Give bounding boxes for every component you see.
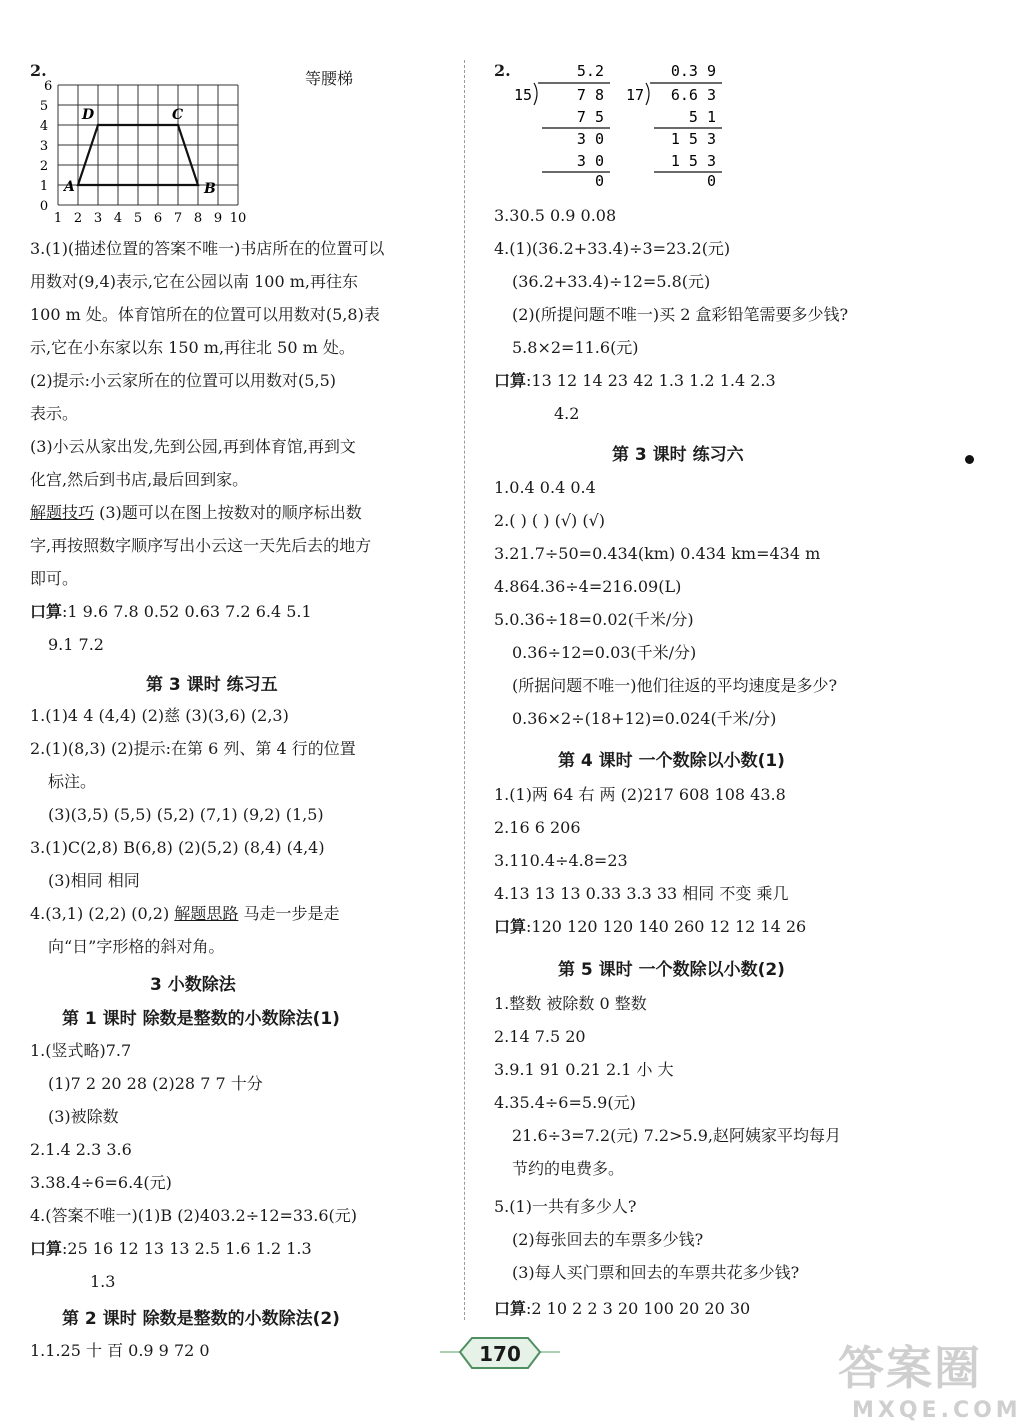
- lesson-5-heading: 第 5 课时 一个数除以小数(2): [558, 960, 785, 980]
- point-label: D: [82, 107, 95, 123]
- division-1-bracket: [534, 83, 537, 105]
- ex6-line-7: (所据问题不唯一)他们往返的平均速度是多少?: [512, 676, 838, 695]
- lesson5-line-7: [30, 903, 339, 925]
- lesson2-line-1: 1.1.25 十 百 0.9 9 72 0: [30, 1341, 210, 1360]
- lesson5-line-6: (3)相同 相同: [48, 871, 140, 890]
- division-1-row: 3 0: [576, 130, 604, 148]
- q3-line-8: 化宫,然后到书店,最后回到家。: [30, 470, 249, 489]
- tip-text-1: (3)题可以在图上按数对的顺序标出数: [99, 503, 362, 522]
- point-label: B: [204, 181, 216, 197]
- oral-values: :2 10 2 2 3 20 100 20 20 30: [526, 1299, 751, 1318]
- l4-line-2: 2.16 6 206: [494, 818, 581, 837]
- l5-line-2: 2.14 7.5 20: [494, 1027, 586, 1046]
- oral-calc-3b: 4.2: [554, 404, 580, 423]
- oral-calc-2b: 1.3: [90, 1272, 116, 1291]
- division-1-quotient: 5.2: [576, 62, 604, 80]
- l5-line-3: 3.9.1 91 0.21 2.1 小 大: [494, 1060, 674, 1079]
- division-1-row: 3 0: [576, 152, 604, 170]
- point-label: A: [64, 179, 75, 195]
- coordinate-grid-svg: [30, 60, 320, 230]
- x-tick-label: 5: [133, 211, 143, 226]
- l5-line-4: 4.35.4÷6=5.9(元): [494, 1093, 636, 1112]
- lesson-1-heading: 第 1 课时 除数是整数的小数除法(1): [62, 1009, 340, 1029]
- l5-line-8: (2)每张回去的车票多少钱?: [512, 1230, 704, 1249]
- y-tick-label: 4: [39, 119, 49, 134]
- page-number-ornament: [440, 1330, 560, 1374]
- ex6-line-2: 2.( ) ( ) (√) (√): [494, 511, 606, 530]
- q3-line-5: (2)提示:小云家所在的位置可以用数对(5,5): [30, 371, 336, 390]
- oral-label: 口算: [494, 1299, 527, 1318]
- oral-calc-4: [494, 916, 806, 938]
- watermark-url: MXQE.COM: [852, 1398, 1022, 1423]
- x-tick-label: 4: [113, 211, 123, 226]
- division-2-divisor: 17: [625, 86, 644, 104]
- question-2-number: 2.: [30, 61, 47, 80]
- lesson-3-heading: 第 3 课时 练习五: [146, 675, 278, 695]
- x-tick-label: 7: [173, 211, 183, 226]
- lesson1-line-4: 2.1.4 2.3 3.6: [30, 1140, 132, 1159]
- oral-label: 口算: [30, 602, 63, 621]
- lesson-4-heading: 第 4 课时 一个数除以小数(1): [558, 751, 785, 771]
- ex6-line-4: 4.864.36÷4=216.09(L): [494, 577, 682, 596]
- lesson1-line-6: 4.(答案不唯一)(1)B (2)403.2÷12=33.6(元): [30, 1206, 358, 1225]
- tip-line-1: [30, 502, 362, 524]
- oral-values: :1 9.6 7.8 0.52 0.63 7.2 6.4 5.1: [62, 602, 312, 621]
- right-line-2: 4.(1)(36.2+33.4)÷3=23.2(元): [494, 239, 731, 258]
- q3-line-3: 100 m 处。体育馆所在的位置可以用数对(5,8)表: [30, 305, 380, 324]
- page-number: 170: [479, 1342, 521, 1366]
- margin-dot: [965, 455, 974, 464]
- l5-line-6: 节约的电费多。: [512, 1159, 625, 1178]
- division-2-row: 1 5 3: [670, 130, 716, 148]
- lesson-3b-heading: 第 3 课时 练习六: [612, 445, 744, 465]
- tip-label: 解题技巧: [30, 503, 95, 522]
- coordinate-grid-figure: [30, 60, 320, 234]
- y-tick-label: 6: [44, 79, 53, 94]
- right-line-5: 5.8×2=11.6(元): [512, 338, 639, 357]
- lesson1-line-5: 3.38.4÷6=6.4(元): [30, 1173, 172, 1192]
- l4-line-1: 1.(1)两 64 右 两 (2)217 608 108 43.8: [494, 785, 786, 804]
- division-1-row: 7 8: [576, 86, 604, 104]
- tip-line-3: 即可。: [30, 569, 79, 588]
- ex6-line-5: 5.0.36÷18=0.02(千米/分): [494, 610, 694, 629]
- lesson5-line-1: 1.(1)4 4 (4,4) (2)慈 (3)(3,6) (2,3): [30, 706, 289, 725]
- page-number-badge: [440, 1330, 560, 1374]
- x-tick-label: 3: [93, 211, 103, 226]
- oral-label: 口算: [494, 371, 527, 390]
- ex6-line-3: 3.21.7÷50=0.434(km) 0.434 km=434 m: [494, 544, 821, 563]
- x-tick-label: 1: [53, 211, 63, 226]
- tip-line-2: 字,再按照数字顺序写出小云这一天先后去的地方: [30, 536, 372, 555]
- ex6-line-6: 0.36÷12=0.03(千米/分): [512, 643, 697, 662]
- q4-answer: 4.(3,1) (2,2) (0,2): [30, 904, 170, 923]
- lesson1-line-2: (1)7 2 20 28 (2)28 7 7 十分: [48, 1074, 263, 1093]
- division-question-number: 2.: [494, 61, 511, 80]
- right-line-3: (36.2+33.4)÷12=5.8(元): [512, 272, 711, 291]
- lesson1-line-3: (3)被除数: [48, 1107, 119, 1126]
- q3-line-2: 用数对(9,4)表示,它在公园以南 100 m,再往东: [30, 272, 358, 291]
- oral-values: :120 120 120 140 260 12 12 14 26: [526, 917, 807, 936]
- x-tick-label: 10: [229, 211, 247, 226]
- unit-3-heading: 3 小数除法: [150, 975, 236, 995]
- q3-line-1: 3.(1)(描述位置的答案不唯一)书店所在的位置可以: [30, 239, 385, 258]
- l5-line-5: 21.6÷3=7.2(元) 7.2>5.9,赵阿姨家平均每月: [512, 1126, 842, 1145]
- oral-calc-1: [30, 601, 312, 623]
- x-tick-label: 2: [73, 211, 83, 226]
- lesson1-line-1: 1.(竖式略)7.7: [30, 1041, 132, 1060]
- l4-line-4: 4.13 13 13 0.33 3.3 33 相同 不变 乘几: [494, 884, 789, 903]
- q4-label: 解题思路: [174, 904, 239, 923]
- ex6-line-8: 0.36×2÷(18+12)=0.024(千米/分): [512, 709, 777, 728]
- lesson5-line-2: 2.(1)(8,3) (2)提示:在第 6 列、第 4 行的位置: [30, 739, 356, 758]
- oral-values: :25 16 12 13 13 2.5 1.6 1.2 1.3: [62, 1239, 312, 1258]
- right-line-1: 3.30.5 0.9 0.08: [494, 206, 617, 225]
- oral-label: 口算: [30, 1239, 63, 1258]
- oral-values: :13 12 14 23 42 1.3 1.2 1.4 2.3: [526, 371, 776, 390]
- lesson5-line-3: 标注。: [48, 772, 97, 791]
- q4-text: 马走一步是走: [243, 904, 340, 923]
- figure-title: 等腰梯: [305, 69, 354, 88]
- ex6-line-1: 1.0.4 0.4 0.4: [494, 478, 596, 497]
- division-2-row: 6.6 3: [670, 86, 716, 104]
- column-divider: [464, 60, 465, 1320]
- l5-line-1: 1.整数 被除数 0 整数: [494, 994, 647, 1013]
- division-1-row: 0: [594, 172, 604, 190]
- y-tick-label: 1: [39, 179, 49, 194]
- point-label: C: [172, 107, 184, 123]
- l5-line-7: 5.(1)一共有多少人?: [494, 1197, 637, 1216]
- x-tick-label: 6: [153, 211, 163, 226]
- lesson5-line-8: 向“日”字形格的斜对角。: [48, 937, 225, 956]
- lesson5-line-4: (3)(3,5) (5,5) (5,2) (7,1) (9,2) (1,5): [48, 805, 324, 824]
- right-line-4: (2)(所提问题不唯一)买 2 盒彩铅笔需要多少钱?: [512, 305, 849, 324]
- oral-calc-3: [494, 370, 776, 392]
- y-tick-label: 3: [39, 139, 49, 154]
- division-2-bracket: [646, 83, 649, 105]
- division-2-row: 5 1: [688, 108, 716, 126]
- x-tick-label: 9: [213, 211, 223, 226]
- lesson5-line-5: 3.(1)C(2,8) B(6,8) (2)(5,2) (8,4) (4,4): [30, 838, 325, 857]
- l5-line-9: (3)每人买门票和回去的车票共花多少钱?: [512, 1263, 800, 1282]
- x-tick-label: 8: [193, 211, 203, 226]
- watermark-title: 答案圈: [838, 1341, 982, 1395]
- q3-line-7: (3)小云从家出发,先到公园,再到体育馆,再到文: [30, 437, 356, 456]
- watermark-logo: [838, 1332, 1022, 1423]
- q3-line-4: 示,它在小东家以东 150 m,再往北 50 m 处。: [30, 338, 355, 357]
- oral-label: 口算: [494, 917, 527, 936]
- y-tick-label: 2: [39, 159, 49, 174]
- q3-line-6: 表示。: [30, 404, 79, 423]
- oral-calc-5: [494, 1298, 750, 1320]
- lesson-2-heading: 第 2 课时 除数是整数的小数除法(2): [62, 1309, 340, 1329]
- y-tick-label: 5: [39, 99, 49, 114]
- division-1-row: 7 5: [576, 108, 604, 126]
- long-division-figure: [494, 62, 754, 197]
- oral-calc-2: [30, 1238, 312, 1260]
- division-1-divisor: 15: [513, 86, 532, 104]
- l4-line-3: 3.110.4÷4.8=23: [494, 851, 628, 870]
- division-2-row: 0: [706, 172, 716, 190]
- division-2-row: 1 5 3: [670, 152, 716, 170]
- y-tick-label: 0: [39, 199, 49, 214]
- division-2-quotient: 0.3 9: [670, 62, 716, 80]
- oral-calc-1b: 9.1 7.2: [48, 635, 104, 654]
